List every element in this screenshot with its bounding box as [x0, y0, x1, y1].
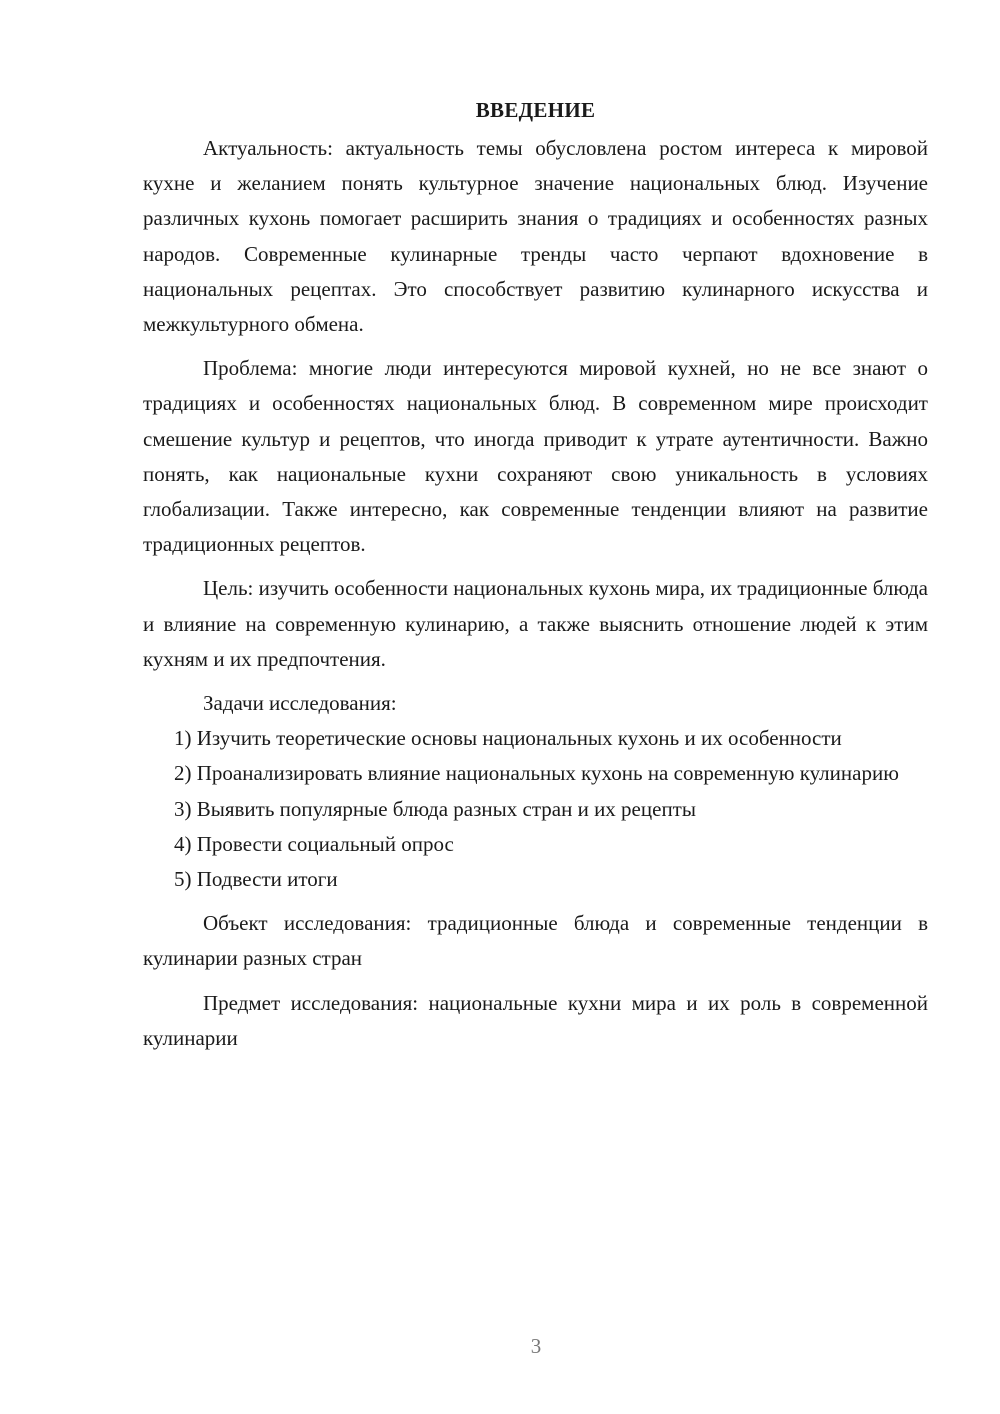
tasks-list [143, 721, 928, 897]
goal-paragraph: Цель: изучить особенности национальных кухонь мира, их традиционные блюда и влияние на современную кулинарию, а также выяснить отношение людей к этим кухням и их предпочтения. [143, 576, 928, 671]
list-item: 5) Подвести итоги [174, 867, 338, 892]
tasks-title: Задачи исследования: [203, 691, 397, 716]
list-item: 1) Изучить теоретические основы национальных кухонь и их особенности [174, 726, 842, 751]
problem-paragraph: Проблема: многие люди интересуются мировой кухней, но не все знают о традициях и особенностях национальных блюд. В современном мире происходит смешение культур и рецептов, что иногда приводит к утрате аутентичности. Важно понять, как национальные кухни сохраняют свою уникальность в условиях глобализации. Также интересно, как современные тенденции влияют на развитие традиционных рецептов. [143, 356, 928, 557]
page-number: 3 [530, 1334, 542, 1358]
document-page [143, 92, 928, 1056]
list-item: 2) Проанализировать влияние национальных кухонь на современную кулинарию [174, 761, 899, 786]
list-item: 4) Провести социальный опрос [174, 831, 454, 856]
list-item: 3) Выявить популярные блюда разных стран и их рецепты [174, 796, 696, 821]
object-paragraph: Объект исследования: традиционные блюда и современные тенденции в кулинарии разных стран [143, 911, 928, 971]
section-heading: ВВЕДЕНИЕ [475, 98, 596, 122]
subject-paragraph: Предмет исследования: национальные кухни мира и их роль в современной кулинарии [143, 990, 928, 1050]
relevance-paragraph: Актуальность: актуальность темы обусловлена ростом интереса к мировой кухне и желанием понять культурное значение национальных блюд. Изучение различных кухонь помогает расширить знания о традициях и особенностях разных народов. Современные кулинарные тренды часто черпают вдохновение в национальных рецептах. Это способствует развитию кулинарного искусства и межкультурного обмена. [143, 136, 928, 337]
